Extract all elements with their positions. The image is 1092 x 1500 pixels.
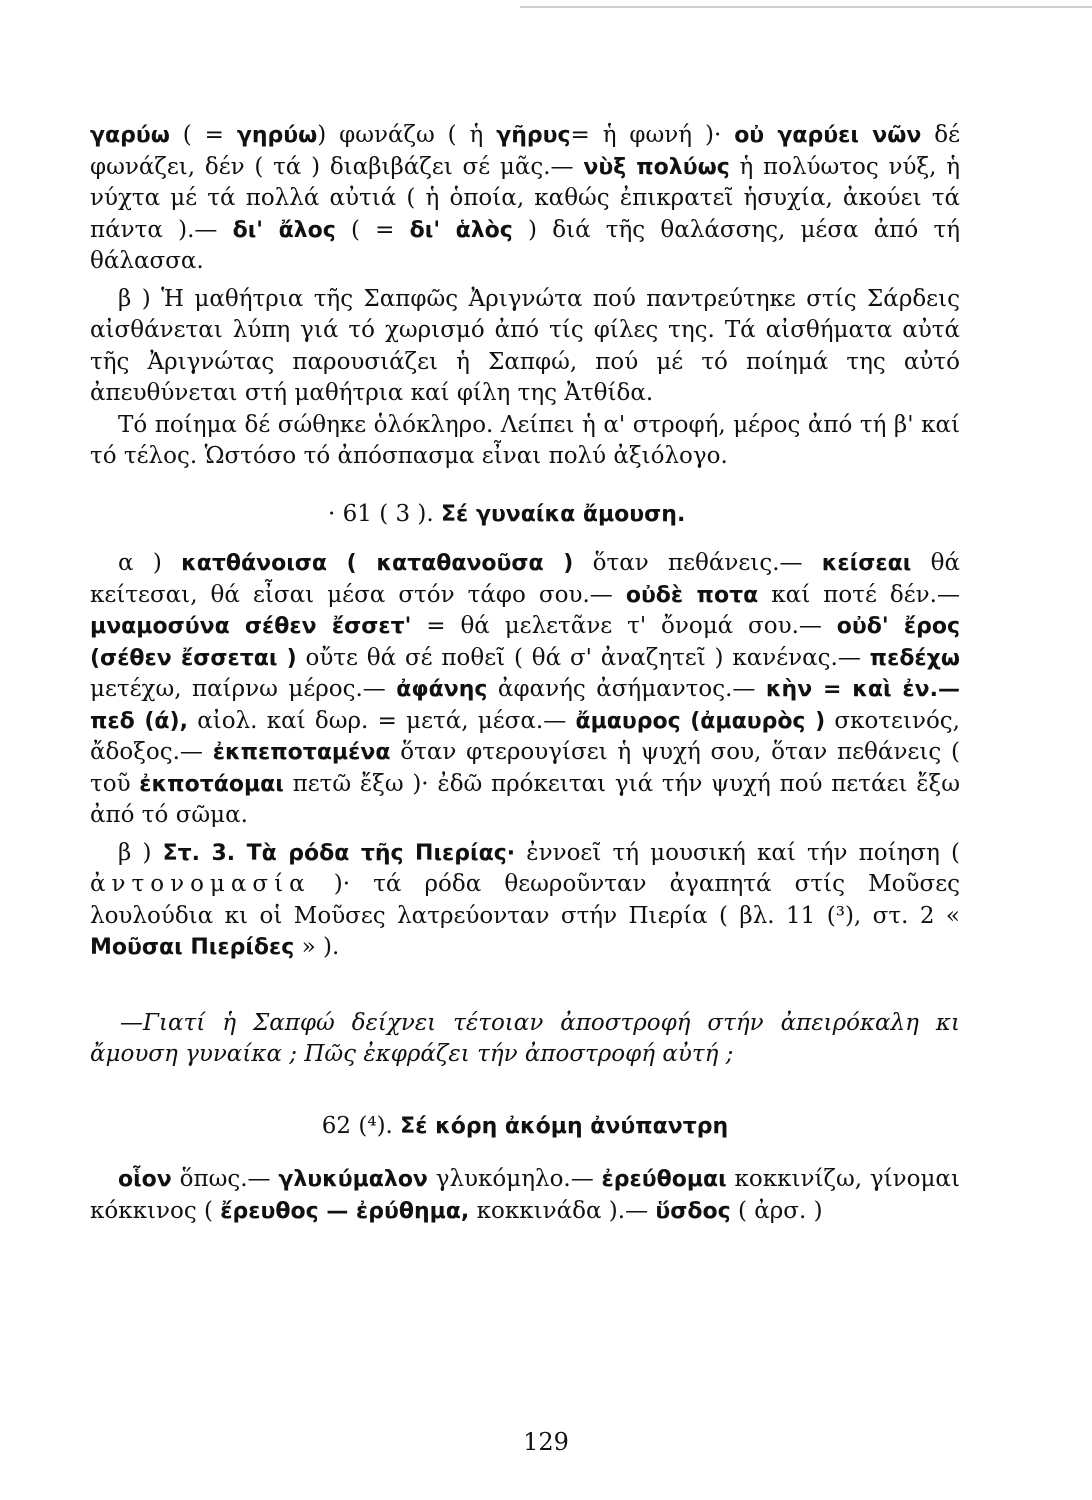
paragraph-glossary-61b: β ) Στ. 3. Τὰ ρόδα τῆς Πιερίας· ἐννοεῖ τή μουσική καί τήν ποίηση ( ἀντονομασία )· τά ρόδα θεωροῦνταν ἀγαπητά στίς Μοῦσες λουλούδια κι οἱ Μοῦσες λατρεύονταν στήν Πιερία ( βλ. 11 (³), στ. 2 « Μοῦσαι Πιερίδες » ). <box>90 839 961 960</box>
term: νὺξ πολύως <box>583 154 730 180</box>
term: γλυκύμαλον <box>278 1167 428 1192</box>
review-question: —Γιατί ἡ Σαπφώ δείχνει τέτοιαν ἀποστροφή στήν ἀπειρόκαλη κι ἄμουση γυναίκα ; Πῶς ἐκφράζει τήν ἀποστροφή αὐτή ; <box>90 1009 960 1067</box>
spaced-term: ἀντονομασία <box>90 871 311 897</box>
term: δι' ἁλὸς <box>409 217 513 243</box>
term: ἐρεύθομαι <box>601 1167 727 1192</box>
paragraph-commentary-note: Τό ποίημα δέ σώθηκε ὁλόκληρο. Λείπει ἡ α' στροφή, μέρος ἀπό τή β' καί τό τέλος. Ὡστόσο τό ἀπόσπασμα εἶναι πολύ ἀξιόλογο. <box>90 411 960 469</box>
term: οὐ γαρύει νῶν <box>734 123 922 148</box>
paragraph-glossary-62: οἷον ὅπως.— γλυκύμαλον γλυκόμηλο.— ἐρεύθομαι κοκκινίζω, γίνομαι κόκκινος ( ἔρευθος — ἐρύθημα, κοκκινάδα ).— ὕσδος ( ἀρσ. ) <box>90 1166 960 1224</box>
term: Μοῦσαι Πιερίδες <box>90 935 295 960</box>
term: μναμοσύνα σέθεν ἔσσετ' <box>90 614 412 639</box>
term: οἷον <box>118 1167 172 1192</box>
term: οὐδ' ἔρος (σέθεν ἔσσεται ) <box>90 614 960 671</box>
term: ἐκποτάομαι <box>139 771 284 797</box>
term: κὴν = καὶ ἐν.— πεδ (ά), <box>90 677 961 734</box>
section-title: Σέ γυναίκα ἄμουση. <box>441 501 686 527</box>
term: ἀφάνης <box>396 677 488 702</box>
term: ἐκπεποταμένα <box>212 740 391 765</box>
term: ὕσδος <box>655 1198 731 1224</box>
page-body <box>90 120 960 1227</box>
page-number: 129 <box>523 1428 569 1456</box>
section-title: Σέ κόρη ἀκόμη ἀνύπαντρη <box>400 1113 729 1139</box>
paragraph-glossary-1: γαρύω ( = γηρύω) φωνάζω ( ἡ γῆρυς= ἡ φωνή )· οὐ γαρύει νῶν δέ φωνάζει, δέν ( τά ) διαβιβάζει σέ μᾶς.— νὺξ πολύως ἡ πολύωτος νύξ, ἡ νύχτα μέ τά πολλά αὐτιά ( ἡ ὁποία, καθώς ἐπικρατεῖ ἡσυχία, ἀκούει τά πάντα ).— δι' ἄλος ( = δι' ἁλὸς ) διά τῆς θαλάσσης, μέσα ἀπό τή θάλασσα. <box>90 122 960 274</box>
section-heading-62: 62 (⁴). Σέ κόρη ἀκόμη ἀνύπαντρη <box>321 1112 729 1139</box>
term: ἄμαυρος (ἀμαυρὸς ) <box>575 708 826 734</box>
top-scan-edge <box>520 6 1092 8</box>
paragraph-glossary-61a: α ) κατθάνοισα ( καταθανοῦσα ) ὅταν πεθάνεις.— κείσεαι θά κείτεσαι, θά εἶσαι μέσα στόν τάφο σου.— οὐδὲ ποτα καί ποτέ δέν.— μναμοσύνα σέθεν ἔσσετ' = θά μελετᾶνε τ' ὄνομά σου.— οὐδ' ἔρος (σέθεν ἔσσεται ) οὔτε θά σέ ποθεῖ ( θά σ' ἀναζητεῖ ) κανένας.— πεδέχω μετέχω, παίρνω μέρος.— ἀφάνης ἀφανής ἀσήμαντος.— κὴν = καὶ ἐν.— πεδ (ά), αἰολ. καί δωρ. = μετά, μέσα.— ἄμαυρος (ἀμαυρὸς ) σκοτεινός, ἄδοξος.— ἐκπεποταμένα ὅταν φτερουγίσει ἡ ψυχή σου, ὅταν πεθάνεις ( τοῦ ἐκποτάομαι πετῶ ἔξω )· ἐδῶ πρόκειται γιά τήν ψυχή πού πετάει ἔξω ἀπό τό σῶμα. <box>90 550 961 828</box>
paragraph-commentary-b: β ) Ἡ μαθήτρια τῆς Σαπφῶς Ἀριγνώτα πού παντρεύτηκε στίς Σάρδεις αἰσθάνεται λύπη γιά τό χωρισμό ἀπό τίς φίλες της. Τά αἰσθήματα αὐτά τῆς Ἀριγνώτας παρουσιάζει ἡ Σαπφώ, πού μέ τό ποίημά της αὐτό ἀπευθύνεται στή μαθήτρια καί φίλη της Ἀτθίδα. <box>90 285 960 406</box>
term: δι' ἄλος <box>232 217 336 243</box>
term: Στ. 3. Τὰ ρόδα τῆς Πιερίας· <box>162 840 516 866</box>
section-heading-61: · 61 ( 3 ). Σέ γυναίκα ἄμουση. <box>328 500 686 527</box>
term: γηρύω <box>236 123 318 148</box>
term: γαρύω <box>90 123 170 148</box>
term: κατθάνοισα ( καταθανοῦσα ) <box>181 551 574 576</box>
term: ἔρευθος — ἐρύθημα, <box>220 1198 470 1224</box>
term: πεδέχω <box>869 645 960 671</box>
term: οὐδὲ ποτα <box>625 582 759 608</box>
term: κείσεαι <box>821 551 912 576</box>
term: γῆρυς <box>496 123 571 148</box>
